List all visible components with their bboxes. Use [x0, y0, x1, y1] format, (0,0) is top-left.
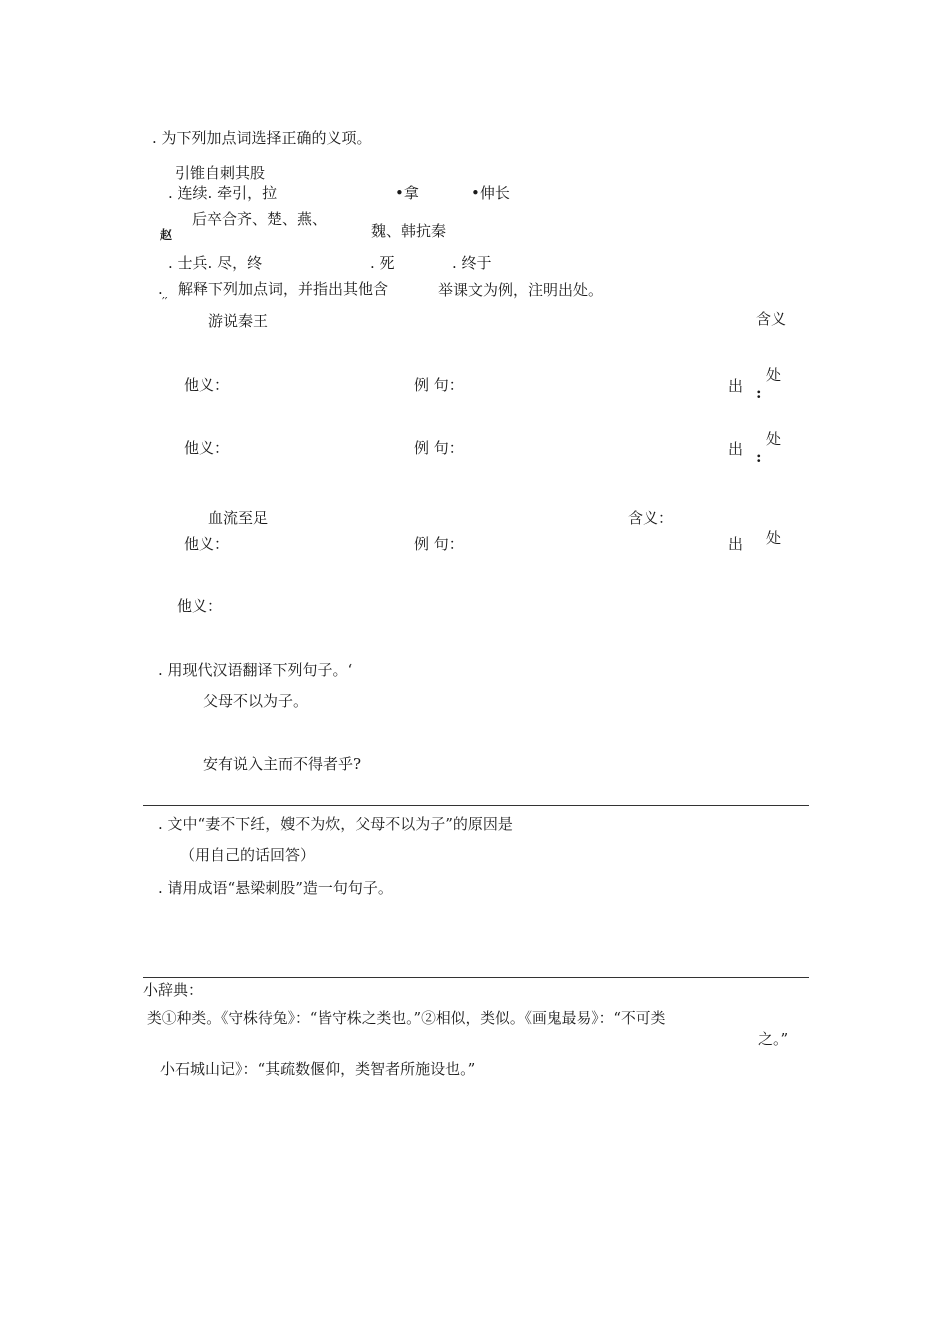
q2-word1-row2-colon: :	[756, 448, 762, 466]
q2-marker-tick: ′′	[162, 295, 168, 309]
q2-title-a: 解释下列加点词，并指出其他含	[178, 280, 389, 298]
q2-word2-phrase: 血流至足	[208, 509, 269, 527]
q1-item2-option-b: . 死	[370, 254, 395, 272]
q4-note: （用自己的话回答）	[180, 846, 316, 864]
q1-title: . 为下列加点词选择正确的义项。	[152, 129, 372, 147]
q1-item2-option-a: . 士兵. 尽，终	[168, 254, 263, 272]
divider-line	[143, 805, 809, 806]
q2-word1-row1-other: 他义：	[184, 376, 230, 394]
q5-title: . 请用成语“悬梁刺股”造一句句子。	[158, 879, 393, 897]
q2-word2-other2: 他义：	[177, 597, 223, 615]
q3-sentence1: 父母不以为子。	[203, 692, 309, 710]
q1-item2-line2: 魏、韩抗秦	[371, 222, 447, 240]
q2-word1-row1-example: 例 句：	[414, 376, 464, 394]
q2-word1-row2-source-b: 处	[766, 430, 782, 448]
q1-item1-sentence: 引锥自刺其股	[175, 164, 266, 182]
dict-line1-continuation: 之。”	[758, 1030, 789, 1048]
divider-line	[143, 977, 809, 978]
q2-word2-row-other: 他义：	[184, 535, 230, 553]
q2-word2-row-source-b: 处	[766, 529, 782, 547]
q2-word1-row1-source-a: 出	[728, 377, 744, 395]
q1-item1-option-a: . 连续. 牵引，拉	[168, 184, 278, 202]
q2-word1-phrase: 游说秦王	[208, 312, 269, 330]
q2-word1-row2-source-a: 出	[728, 440, 744, 458]
q2-word2-row-example: 例 句：	[414, 535, 464, 553]
q3-title: . 用现代汉语翻译下列句子。‘	[158, 661, 353, 679]
dict-line2: 小石城山记》：“其疏数偃仰，类智者所施设也。”	[160, 1060, 476, 1078]
q4-title: . 文中“妻不下纴，嫂不为炊，父母不以为子”的原因是	[158, 815, 513, 833]
dict-line1: 类①种类。《守株待兔》：“皆守株之类也。”②相似，类似。《画鬼最易》：“不可类	[147, 1010, 666, 1027]
q1-item1-option-b: •拿	[395, 184, 419, 202]
q2-word1-row2-example: 例 句：	[414, 439, 464, 457]
q2-word2-row-source-a: 出	[728, 535, 744, 553]
q1-item1-option-c: •伸长	[471, 184, 510, 202]
q2-word1-row1-source-b: 处	[766, 366, 782, 384]
q3-sentence2: 安有说入主而不得者乎?	[203, 755, 362, 773]
q2-word1-row2-other: 他义：	[184, 439, 230, 457]
q2-word2-meaning-label: 含义：	[628, 509, 674, 527]
q1-item2-marker: 赵	[160, 228, 173, 242]
q2-marker: .	[158, 280, 163, 298]
q1-item2-option-c: . 终于	[452, 254, 492, 272]
q2-title-b: 举课文为例，注明出处。	[438, 281, 604, 299]
dict-title: 小辞典：	[143, 981, 204, 999]
q1-item2-line1: 后卒合齐、楚、燕、	[192, 210, 328, 228]
q2-word1-row1-colon: :	[756, 384, 762, 402]
q2-word1-meaning-label: 含义	[756, 310, 787, 328]
